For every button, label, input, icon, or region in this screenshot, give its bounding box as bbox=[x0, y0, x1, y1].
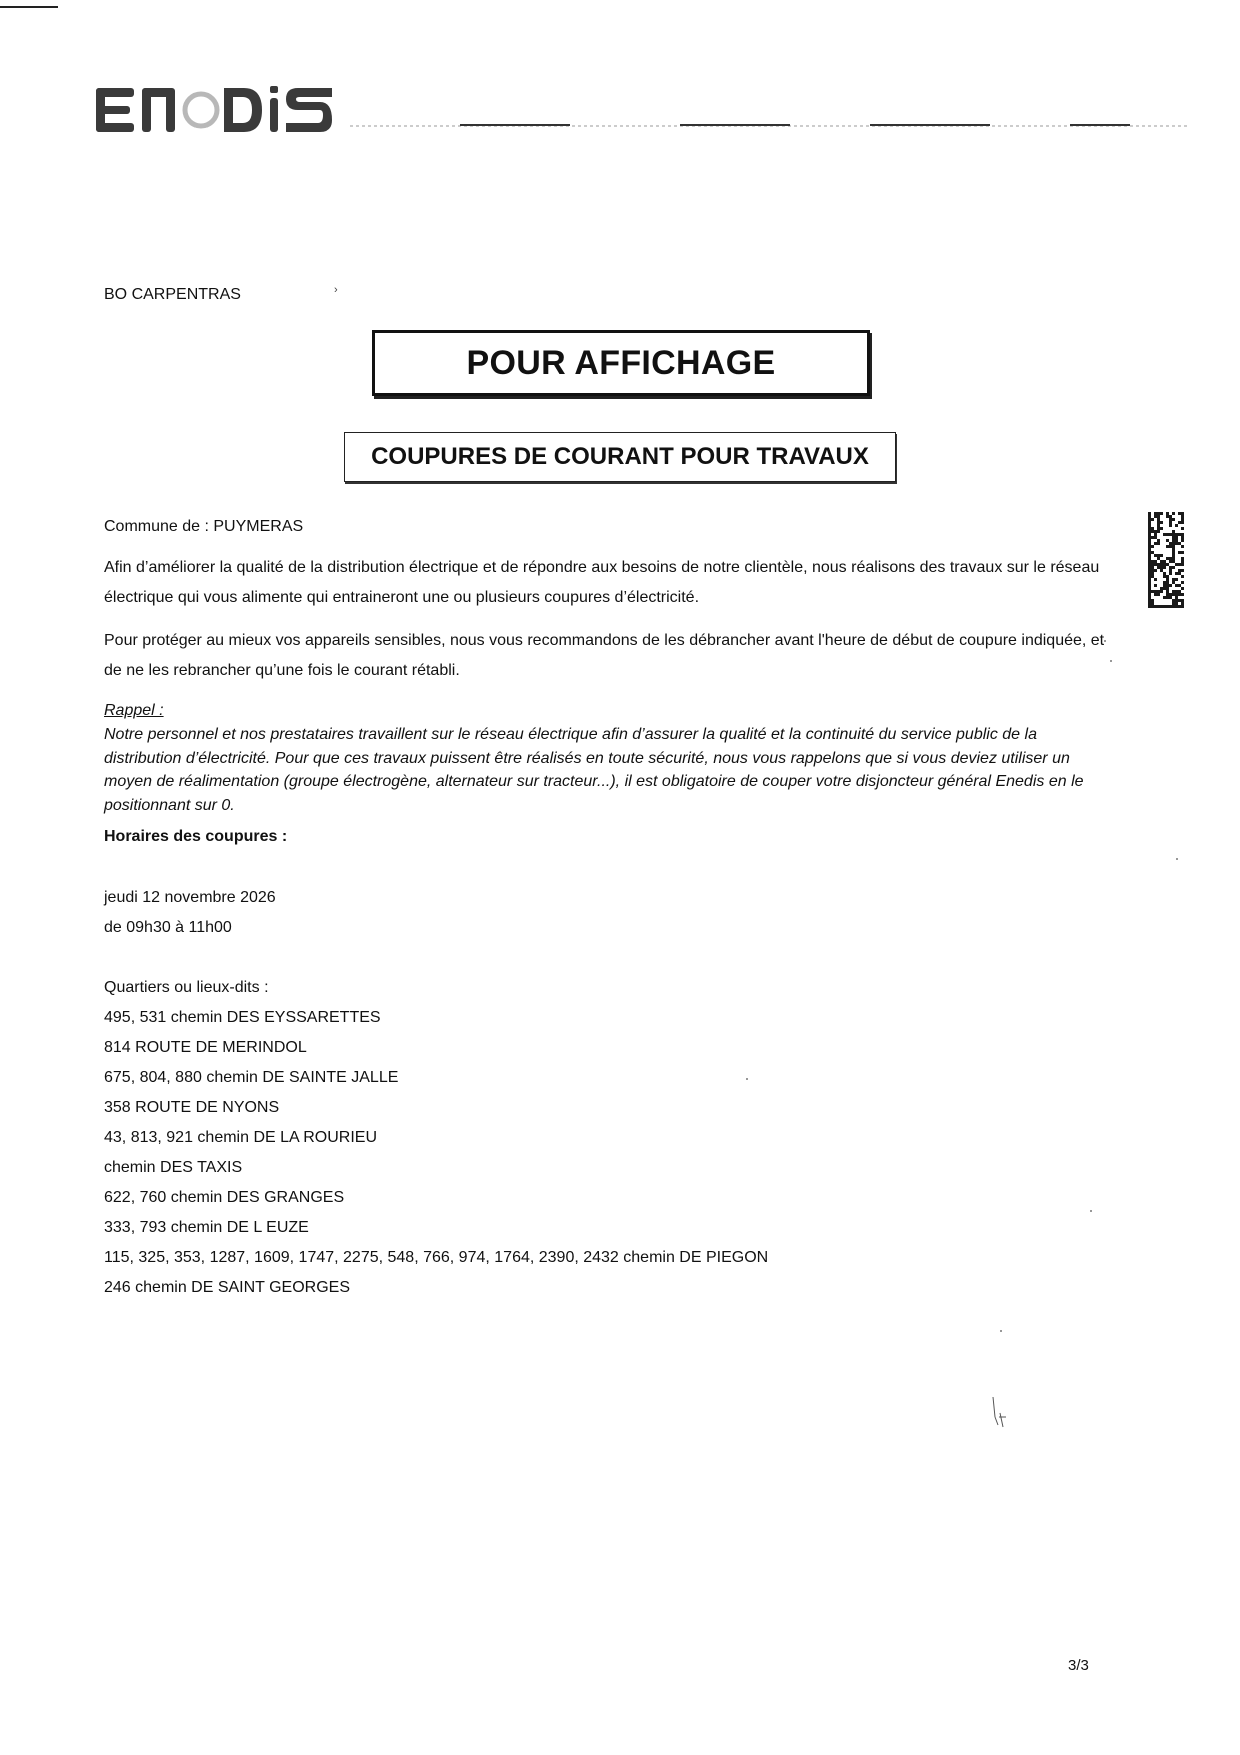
corner-mark bbox=[0, 6, 58, 8]
street-item: 675, 804, 880 chemin DE SAINTE JALLE bbox=[104, 1069, 399, 1086]
street-item: 358 ROUTE DE NYONS bbox=[104, 1099, 280, 1116]
street-item: 495, 531 chemin DES EYSSARETTES bbox=[104, 1009, 381, 1026]
street-item: 814 ROUTE DE MERINDOL bbox=[104, 1039, 307, 1056]
enedis-logo bbox=[94, 82, 334, 138]
header-rule bbox=[350, 121, 1190, 129]
scan-speck bbox=[1090, 1210, 1092, 1212]
scan-scribble bbox=[990, 1395, 1008, 1429]
datamatrix-code bbox=[1148, 512, 1184, 608]
street-item: 115, 325, 353, 1287, 1609, 1747, 2275, 548, 766, 974, 1764, 2390, 2432 chemin DE PIEGON bbox=[104, 1249, 769, 1266]
notice-subtitle-box bbox=[344, 432, 896, 482]
street-item: 246 chemin DE SAINT GEORGES bbox=[104, 1279, 351, 1296]
page-number: 3/3 bbox=[1068, 1657, 1089, 1674]
office-name: BO CARPENTRAS bbox=[104, 286, 241, 303]
advice-paragraph: Pour protéger au mieux vos appareils sensibles, nous vous recommandons de les débrancher avant l'heure de début de coupure indiquée, et de ne les rebrancher qu’une fois le courant rétabli. bbox=[104, 632, 1105, 679]
schedule-title: Horaires des coupures : bbox=[104, 828, 288, 845]
notice-title-box bbox=[372, 330, 870, 396]
scan-mark: › bbox=[334, 284, 338, 296]
scan-speck bbox=[1110, 660, 1112, 662]
quartiers-label: Quartiers ou lieux-dits : bbox=[104, 979, 269, 996]
street-item: 622, 760 chemin DES GRANGES bbox=[104, 1189, 345, 1206]
street-item: 43, 813, 921 chemin DE LA ROURIEU bbox=[104, 1129, 378, 1146]
rappel-title: Rappel : bbox=[104, 702, 164, 719]
outage-date: jeudi 12 novembre 2026 bbox=[104, 889, 276, 906]
rappel-text: Notre personnel et nos prestataires travaillent sur le réseau électrique afin d’assurer la qualité et la continuité du service public de la distribution d’électricité. Pour que ces travaux puissent être réalisés en toute sécurité, nous vous rappelons que si vous deviez utiliser un moyen de réalimentation (groupe électrogène, alternateur sur tracteur...), il est obligatoire de couper votre disjoncteur général Enedis en le positionnant sur 0. bbox=[104, 726, 1084, 814]
scan-speck bbox=[1176, 858, 1178, 860]
scan-speck bbox=[1000, 1330, 1002, 1332]
notice-subtitle: COUPURES DE COURANT POUR TRAVAUX bbox=[371, 443, 869, 470]
street-item: 333, 793 chemin DE L EUZE bbox=[104, 1219, 309, 1236]
commune-line: Commune de : PUYMERAS bbox=[104, 518, 304, 535]
intro-paragraph: Afin d’améliorer la qualité de la distribution électrique et de répondre aux besoins de notre clientèle, nous réalisons des travaux sur le réseau électrique qui vous alimente qui entraineront une ou plusieurs coupures d’électricité. bbox=[104, 559, 1100, 606]
street-item: chemin DES TAXIS bbox=[104, 1159, 243, 1176]
outage-time: de 09h30 à 11h00 bbox=[104, 919, 232, 936]
street-list bbox=[104, 1003, 768, 1303]
scan-speck bbox=[1104, 640, 1106, 642]
scan-speck bbox=[746, 1078, 748, 1080]
notice-title: POUR AFFICHAGE bbox=[466, 343, 776, 382]
